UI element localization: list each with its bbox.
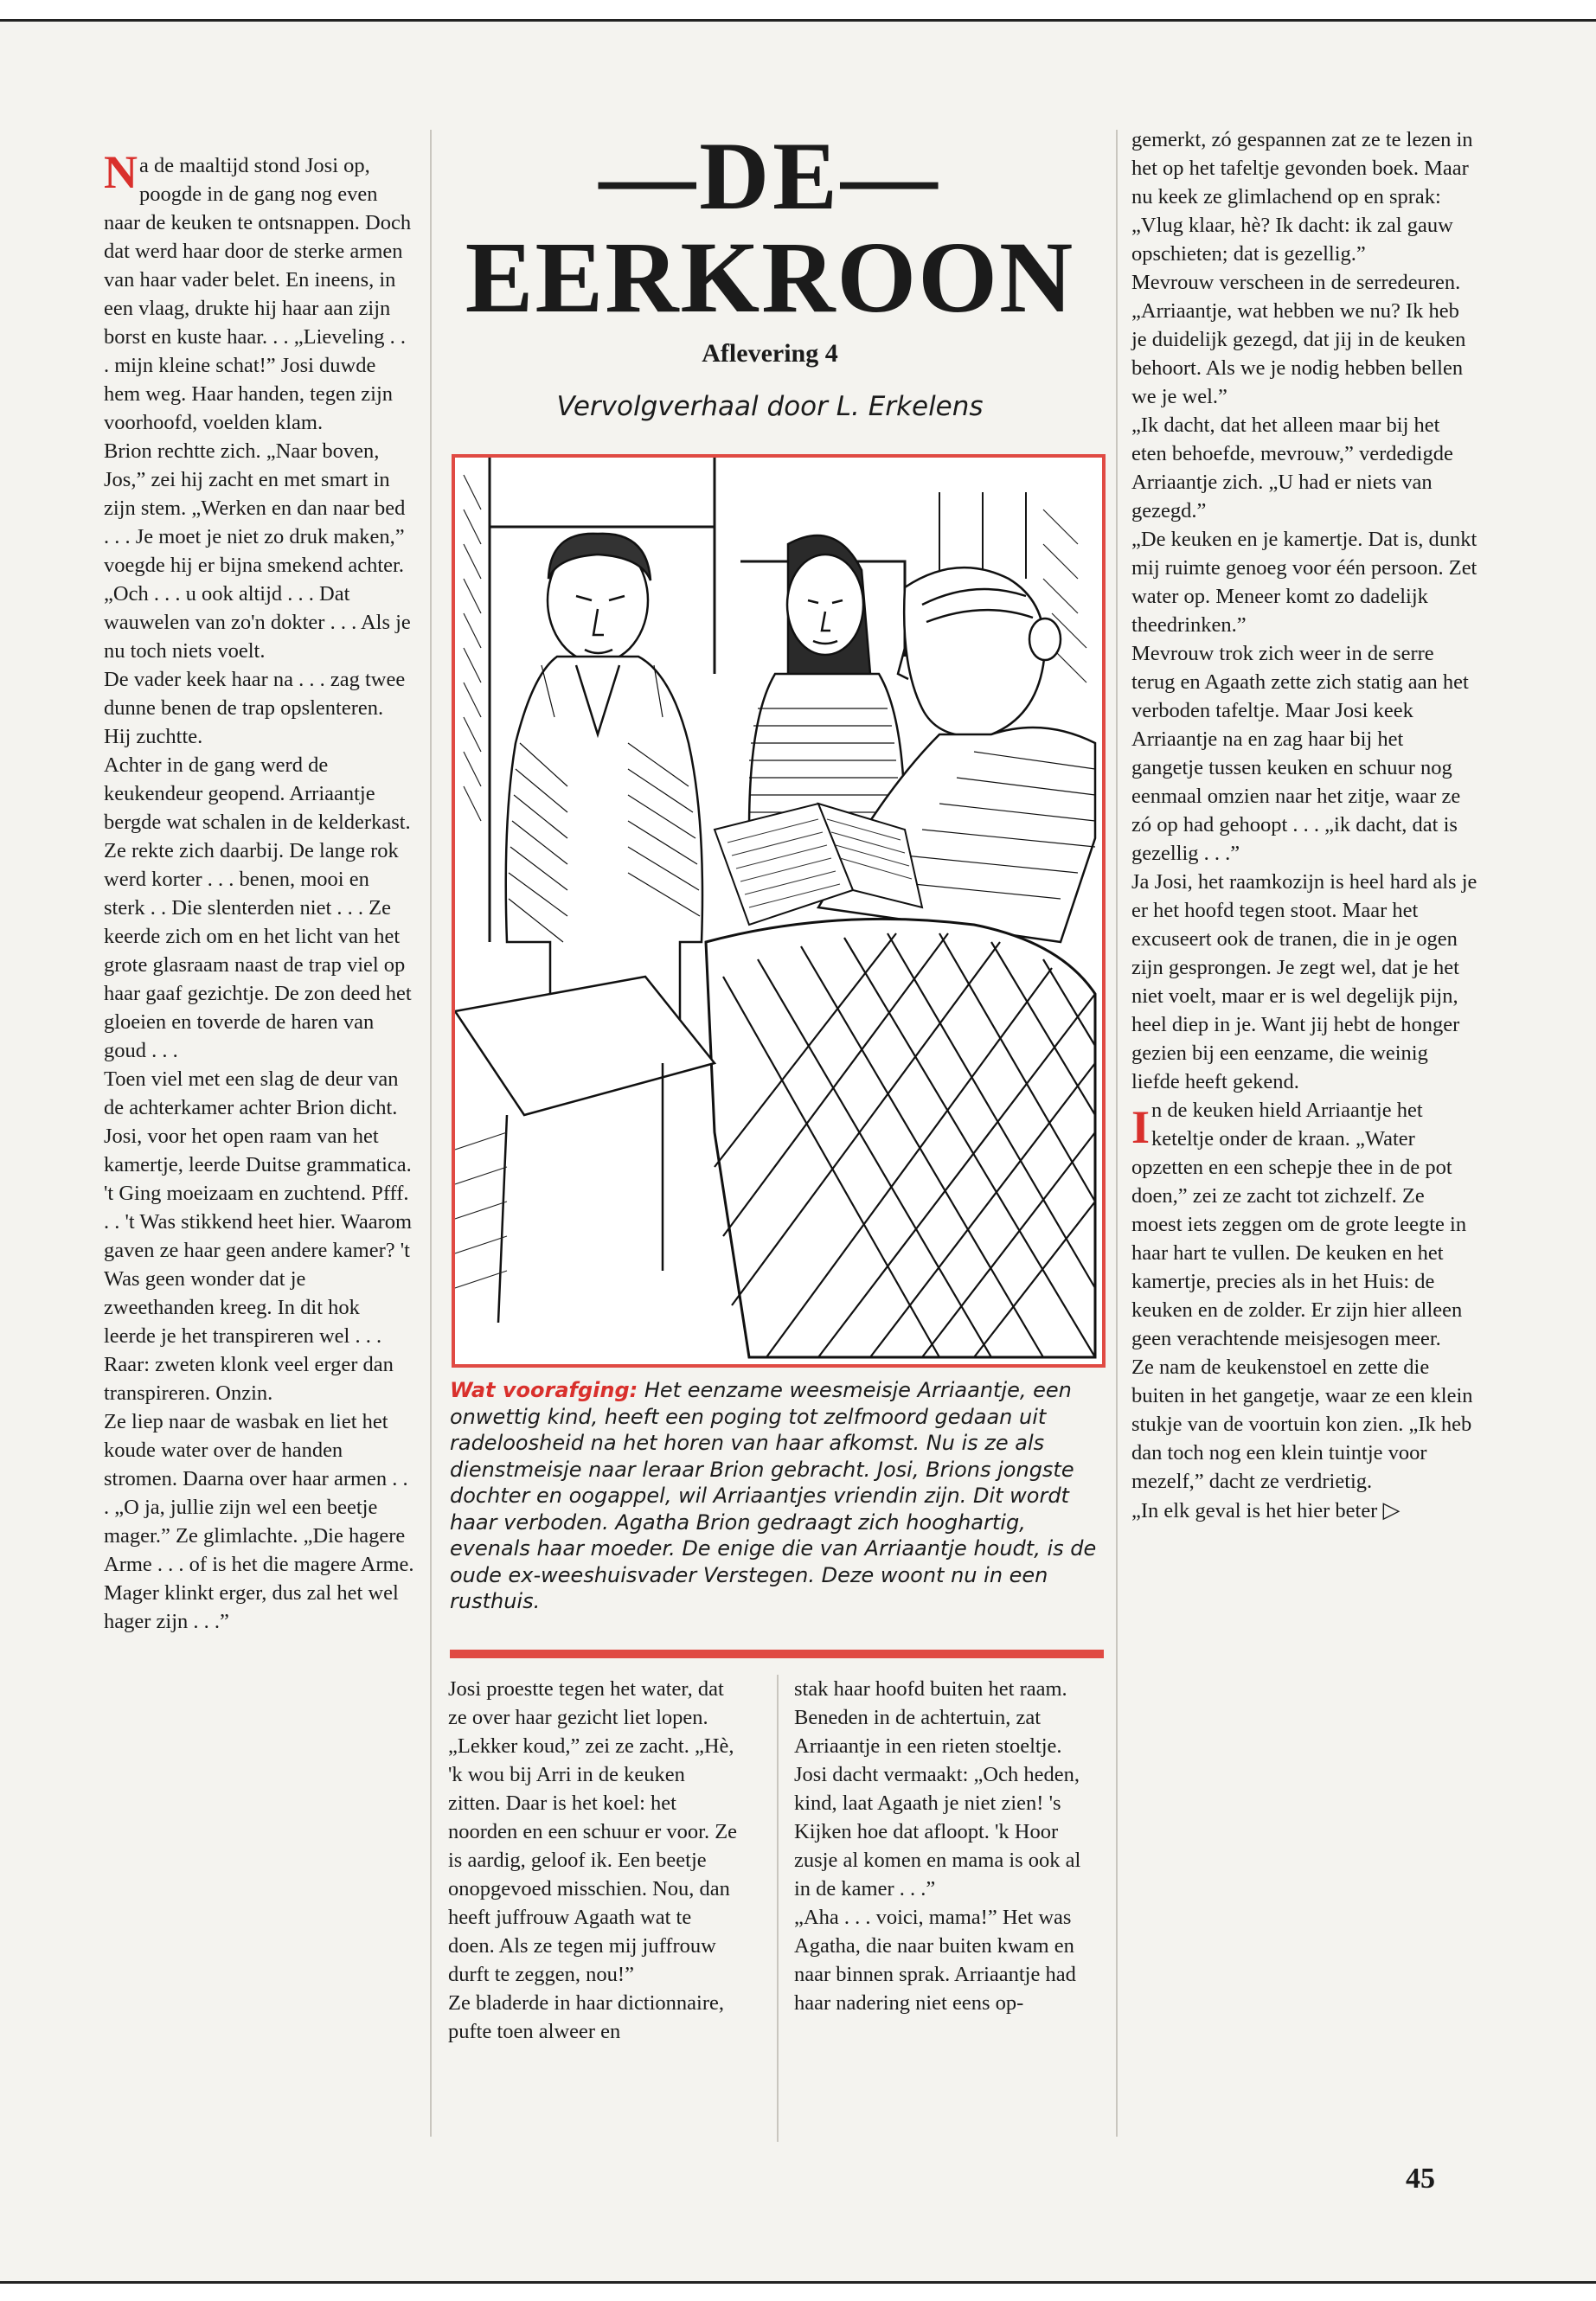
continue-arrow-icon: ▷ <box>1382 1497 1401 1522</box>
story-column-1 <box>104 146 415 1636</box>
story-illustration <box>452 454 1106 1368</box>
red-divider <box>450 1650 1104 1658</box>
previously-summary <box>450 1377 1097 1615</box>
episode-label: Aflevering 4 <box>702 339 838 368</box>
column-1-text: a de maaltijd stond Josi op, poogde in de gang nog even naar de keuken te ontsnappen. Doch dat werd haar door de sterke armen van haar vader belet. En ineens, in een vlaag, drukte hij haar aan zijn borst en kuste haar. . . „Lieveling . . . mijn kleine schat!” Josi duwde hem weg. Haar handen, tegen zijn voorhoofd, voelden klam. Brion rechtte zich. „Naar boven, Jos,” zei hij zacht en met smart in zijn stem. „Werken en dan naar bed . . . Je moet je niet zo druk maken,” voegde hij er bijna smekend achter. „Och . . . u ook altijd . . . Dat wauwelen van zo'n dokter . . . Als je nu toch niets voelt. De vader keek haar na . . . zag twee dunne benen de trap opslenteren. Hij zuchtte. Achter in de gang werd de keukendeur geopend. Arriaantje bergde wat schalen in de kelderkast. Ze rekte zich daarbij. De lange rok werd korter . . . benen, mooi en sterk . . Die slenterden niet . . . Ze keerde zich om en het licht van het grote glasraam naast de trap viel op haar gaaf gezichtje. De zon deed het gloeien en toverde de haren van goud . . . Toen viel met een slag de deur van de achterkamer achter Brion dicht. Josi, voor het open raam van het kamertje, leerde Duitse grammatica. 't Ging moeizaam en zuchtend. Pfff. . . 't Was stikkend heet hier. Waarom gaven ze haar geen andere kamer? 't Was geen wonder dat je zweethanden kreeg. In dit hok leerde je het transpireren wel . . . Raar: zweten klonk veel erger dan transpireren. Onzin. Ze liep naar de wasbak en liet het koude water over de handen stromen. Daarna over haar armen . . . „O ja, jullie zijn wel een beetje mager.” Ze glimlachte. „Die hagere Arme . . . of is het die magere Arme. Mager klinkt erger, dus zal het wel hager zijn . . .” <box>104 154 414 1633</box>
story-column-2: Josi proestte tegen het water, dat ze over haar gezicht liet lopen. „Lekker koud,” zei ze zacht. „Hè, 'k wou bij Arri in de keuken zitten. Daar is het koel: het noorden en een schuur er voor. Ze is aardig, geloof ik. Een beetje onopgevoed misschien. Nou, dan heeft juffrouw Agaath wat te doen. Als ze tegen mij juffrouw durft te zeggen, nou!” Ze bladerde in haar dictionnaire, pufte toen alweer en <box>448 1677 738 2043</box>
title-line-2: EERKROON <box>465 221 1075 334</box>
story-column-4 <box>1131 125 1477 1525</box>
byline: Vervolgverhaal door L. Erkelens <box>556 391 984 422</box>
illustration-drawing <box>455 458 1102 1364</box>
story-column-3: stak haar hoofd buiten het raam. Beneden in de achtertuin, zat Arriaantje in een rieten stoeltje. Josi dacht vermaakt: „Och heden, kind, laat Agaath je niet zien! 's Kijken hoe dat afloopt. 'k Hoor zusje al komen en mama is ook al in de kamer . . .” „Aha . . . voici, mama!” Het was Agatha, die naar buiten kwam en naar binnen sprak. Arriaantje had haar nadering niet eens op- <box>794 1677 1081 2015</box>
page-number: 45 <box>1406 2163 1435 2195</box>
column-4-text-2: n de keuken hield Arriaantje het keteltje onder de kraan. „Water opzetten en een schepje thee in de pot doen,” zei ze zacht tot zichzelf. Ze moest iets zeggen om de grote leegte in haar hart te vullen. De keuken en het kamertje, precies als in het Huis: de keuken en de zolder. Er zijn hier alleen geen verachtende meisjesogen meer. Ze nam de keukenstoel en zette die buiten in het gangetje, waar ze een klein stukje van de voortuin kon zien. „Ik heb dan toch nog een klein tuintje voor mezelf,” dacht ze verdrietig. „In elk geval is het hier beter <box>1131 1099 1473 1522</box>
column-divider <box>1116 130 1118 2137</box>
drop-cap-2: I <box>1131 1101 1151 1153</box>
column-4-text: gemerkt, zó gespannen zat ze te lezen in het op het tafeltje gevonden boek. Maar nu keek ze glimlachend op en sprak: „Vlug klaar, hè? Ik dacht: ik zal gauw opschieten; dat is gezellig.” Mevrouw verscheen in de serredeuren. „Arriaantje, wat hebben we nu? Ik heb je duidelijk gezegd, dat jij in de keuken behoort. Als we je nodig hebben bellen we je wel.” „Ik dacht, dat het alleen maar bij het eten behoefde, mevrouw,” verdedigde Arriaantje zich. „U had er niets van gezegd.” „De keuken en je kamertje. Dat is, dunkt mij ruimte genoeg voor één persoon. Zet water op. Meneer komt zo dadelijk theedrinken.” Mevrouw trok zich weer in de serre terug en Agaath zette zich statig aan het verboden tafeltje. Maar Josi keek Arriaantje na en zag haar bij het gangetje tussen keuken en schuur nog eenmaal omzien naar het zitje, waar ze zó op had gehoopt . . . „ik dacht, dat is gezellig . . .” Ja Josi, het raamkozijn is heel hard als je er het hoofd tegen stoot. Maar het excuseert ook de tranen, die in je ogen zijn gesprongen. Je zegt wel, dat je het niet voelt, maar er is wel degelijk pijn, heel diep in je. Want jij hebt de honger gezien bij een eenzame, die weinig liefde heeft gekend. <box>1131 128 1477 1093</box>
drop-cap: N <box>104 146 138 198</box>
scan-border-top <box>0 0 1596 22</box>
column-divider <box>430 130 432 2137</box>
summary-text: Het eenzame weesmeisje Arriaantje, een onwettig kind, heeft een poging tot zelfmoord gedaan uit radeloosheid na het horen van haar afkomst. Nu is ze als dienstmeisje naar leraar Brion gebracht. Josi, Brions jongste dochter en oogappel, wil Arriaantjes vriendin zijn. Dit wordt haar verboden. Agatha Brion gedraagt zich hooghartig, evenals haar moeder. De enige die van Arriaantje houdt, is de oude ex-weeshuisvader Verstegen. Deze woont nu in een rusthuis. <box>450 1378 1097 1613</box>
column-divider <box>777 1675 779 2142</box>
scan-border-bottom <box>0 2281 1596 2301</box>
title-line-1: —DE— <box>599 123 941 230</box>
summary-lead: Wat voorafging: <box>450 1378 638 1402</box>
